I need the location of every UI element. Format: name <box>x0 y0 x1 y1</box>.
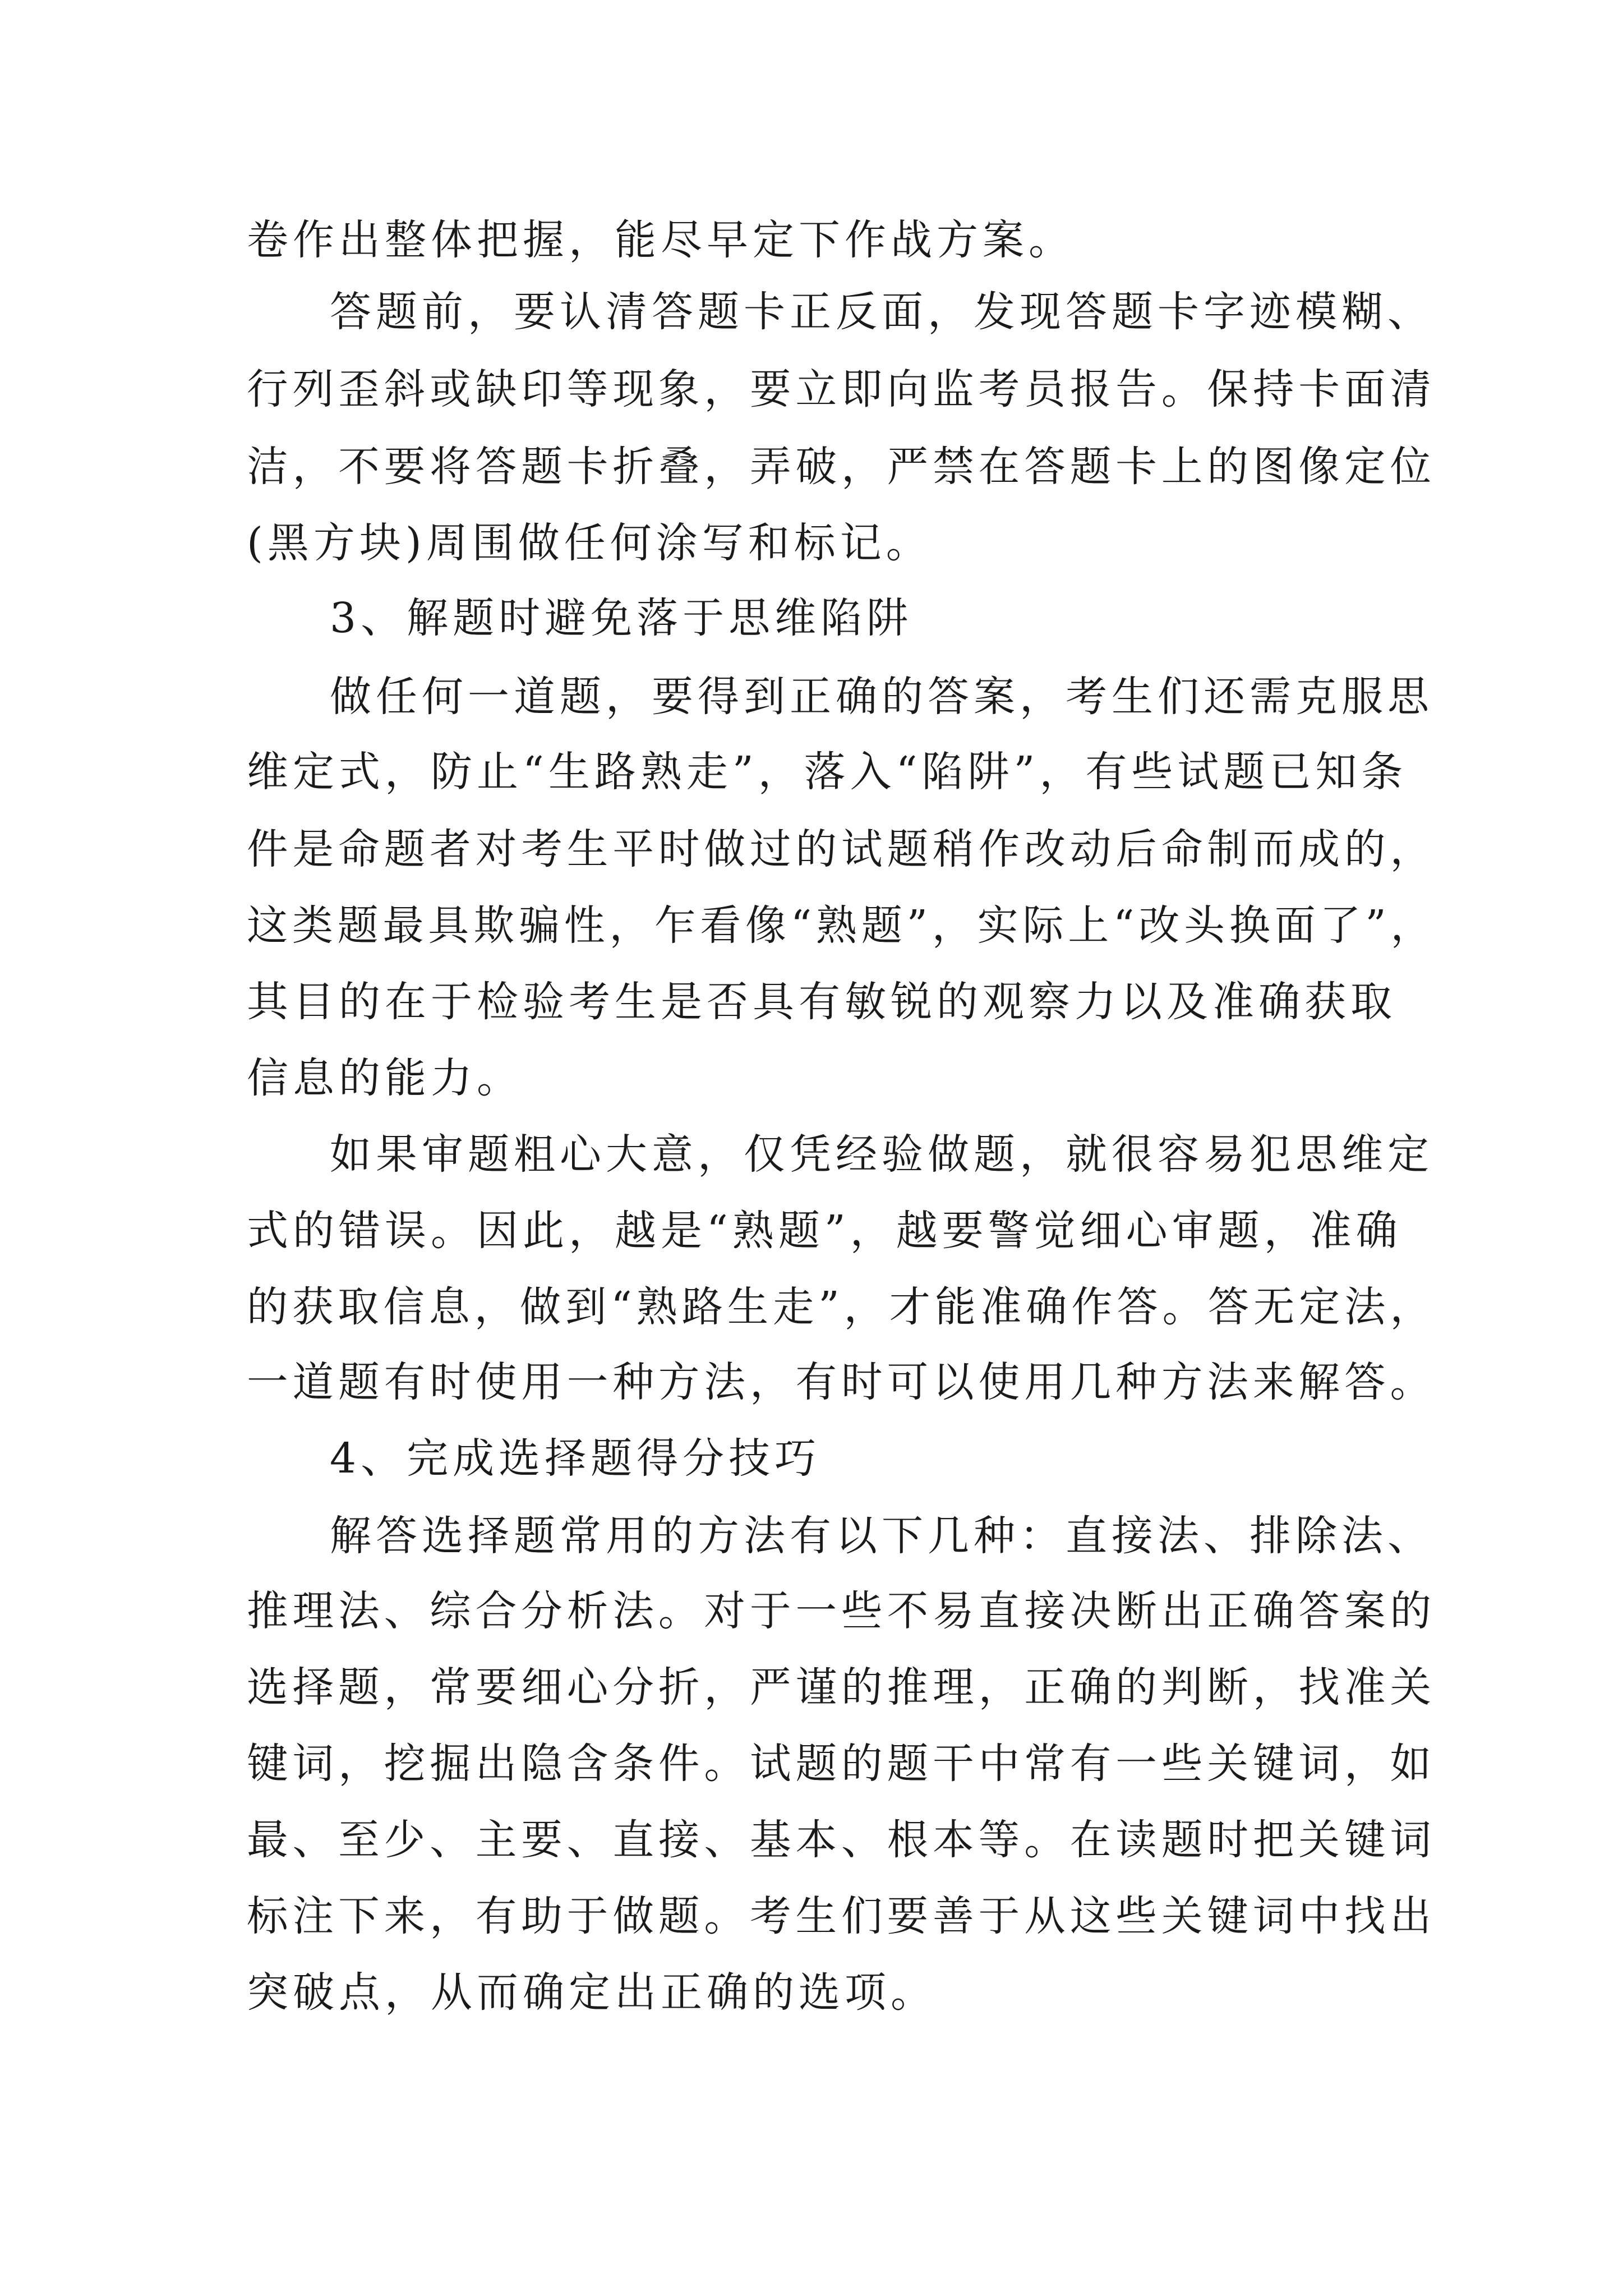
text-line-19: 推理法、综合分析法。对于一些不易直接决断出正确答案的 <box>247 1587 1436 1635</box>
text-line-7: 做任何一道题，要得到正确的答案，考生们还需克服思 <box>330 673 1433 721</box>
text-line-22: 最、至少、主要、直接、基本、根本等。在读题时把关键词 <box>247 1816 1436 1864</box>
text-line-12: 信息的能力。 <box>247 1054 523 1102</box>
text-line-20: 选择题，常要细心分折，严谨的推理，正确的判断，找准关 <box>247 1663 1436 1711</box>
text-line-9: 件是命题者对考生平时做过的试题稍作改动后命制而成的， <box>247 825 1436 873</box>
text-line-21: 键词，挖掘出隐含条件。试题的题干中常有一些关键词，如 <box>247 1740 1436 1788</box>
text-line-2: 答题前，要认清答题卡正反面，发现答题卡字迹模糊、 <box>330 288 1433 336</box>
text-line-11: 其目的在于检验考生是否具有敏锐的观察力以及准确获取 <box>247 978 1396 1026</box>
text-line-10: 这类题最具欺骗性，乍看像“熟题”，实际上“改头换面了”， <box>247 901 1436 950</box>
text-line-15: 的获取信息，做到“熟路生走”，才能准确作答。答无定法， <box>247 1283 1436 1331</box>
section-heading-4: 4、完成选择题得分技巧 <box>330 1434 821 1483</box>
text-line-8: 维定式，防止“生路熟走”，落入“陷阱”，有些试题已知条 <box>247 748 1408 796</box>
text-line-4: 洁，不要将答题卡折叠，弄破，严禁在答题卡上的图像定位 <box>247 443 1436 491</box>
text-line-23: 标注下来，有助于做题。考生们要善于从这些关键词中找出 <box>247 1892 1436 1940</box>
text-line-24: 突破点，从而确定出正确的选项。 <box>247 1968 937 2017</box>
text-line-18: 解答选择题常用的方法有以下几种：直接法、排除法、 <box>330 1512 1433 1560</box>
text-line-14: 式的错误。因此，越是“熟题”，越要警觉细心审题，准确 <box>247 1207 1402 1255</box>
text-line-16: 一道题有时使用一种方法，有时可以使用几种方法来解答。 <box>247 1358 1436 1406</box>
text-line-3: 行列歪斜或缺印等现象，要立即向监考员报告。保持卡面清 <box>247 365 1436 413</box>
text-line-1: 卷作出整体把握，能尽早定下作战方案。 <box>247 216 1075 264</box>
section-heading-3: 3、解题时避免落于思维陷阱 <box>330 594 913 642</box>
text-line-5: (黑方块)周围做任何涂写和标记。 <box>247 519 932 567</box>
text-line-13: 如果审题粗心大意，仅凭经验做题，就很容易犯思维定 <box>330 1130 1433 1179</box>
